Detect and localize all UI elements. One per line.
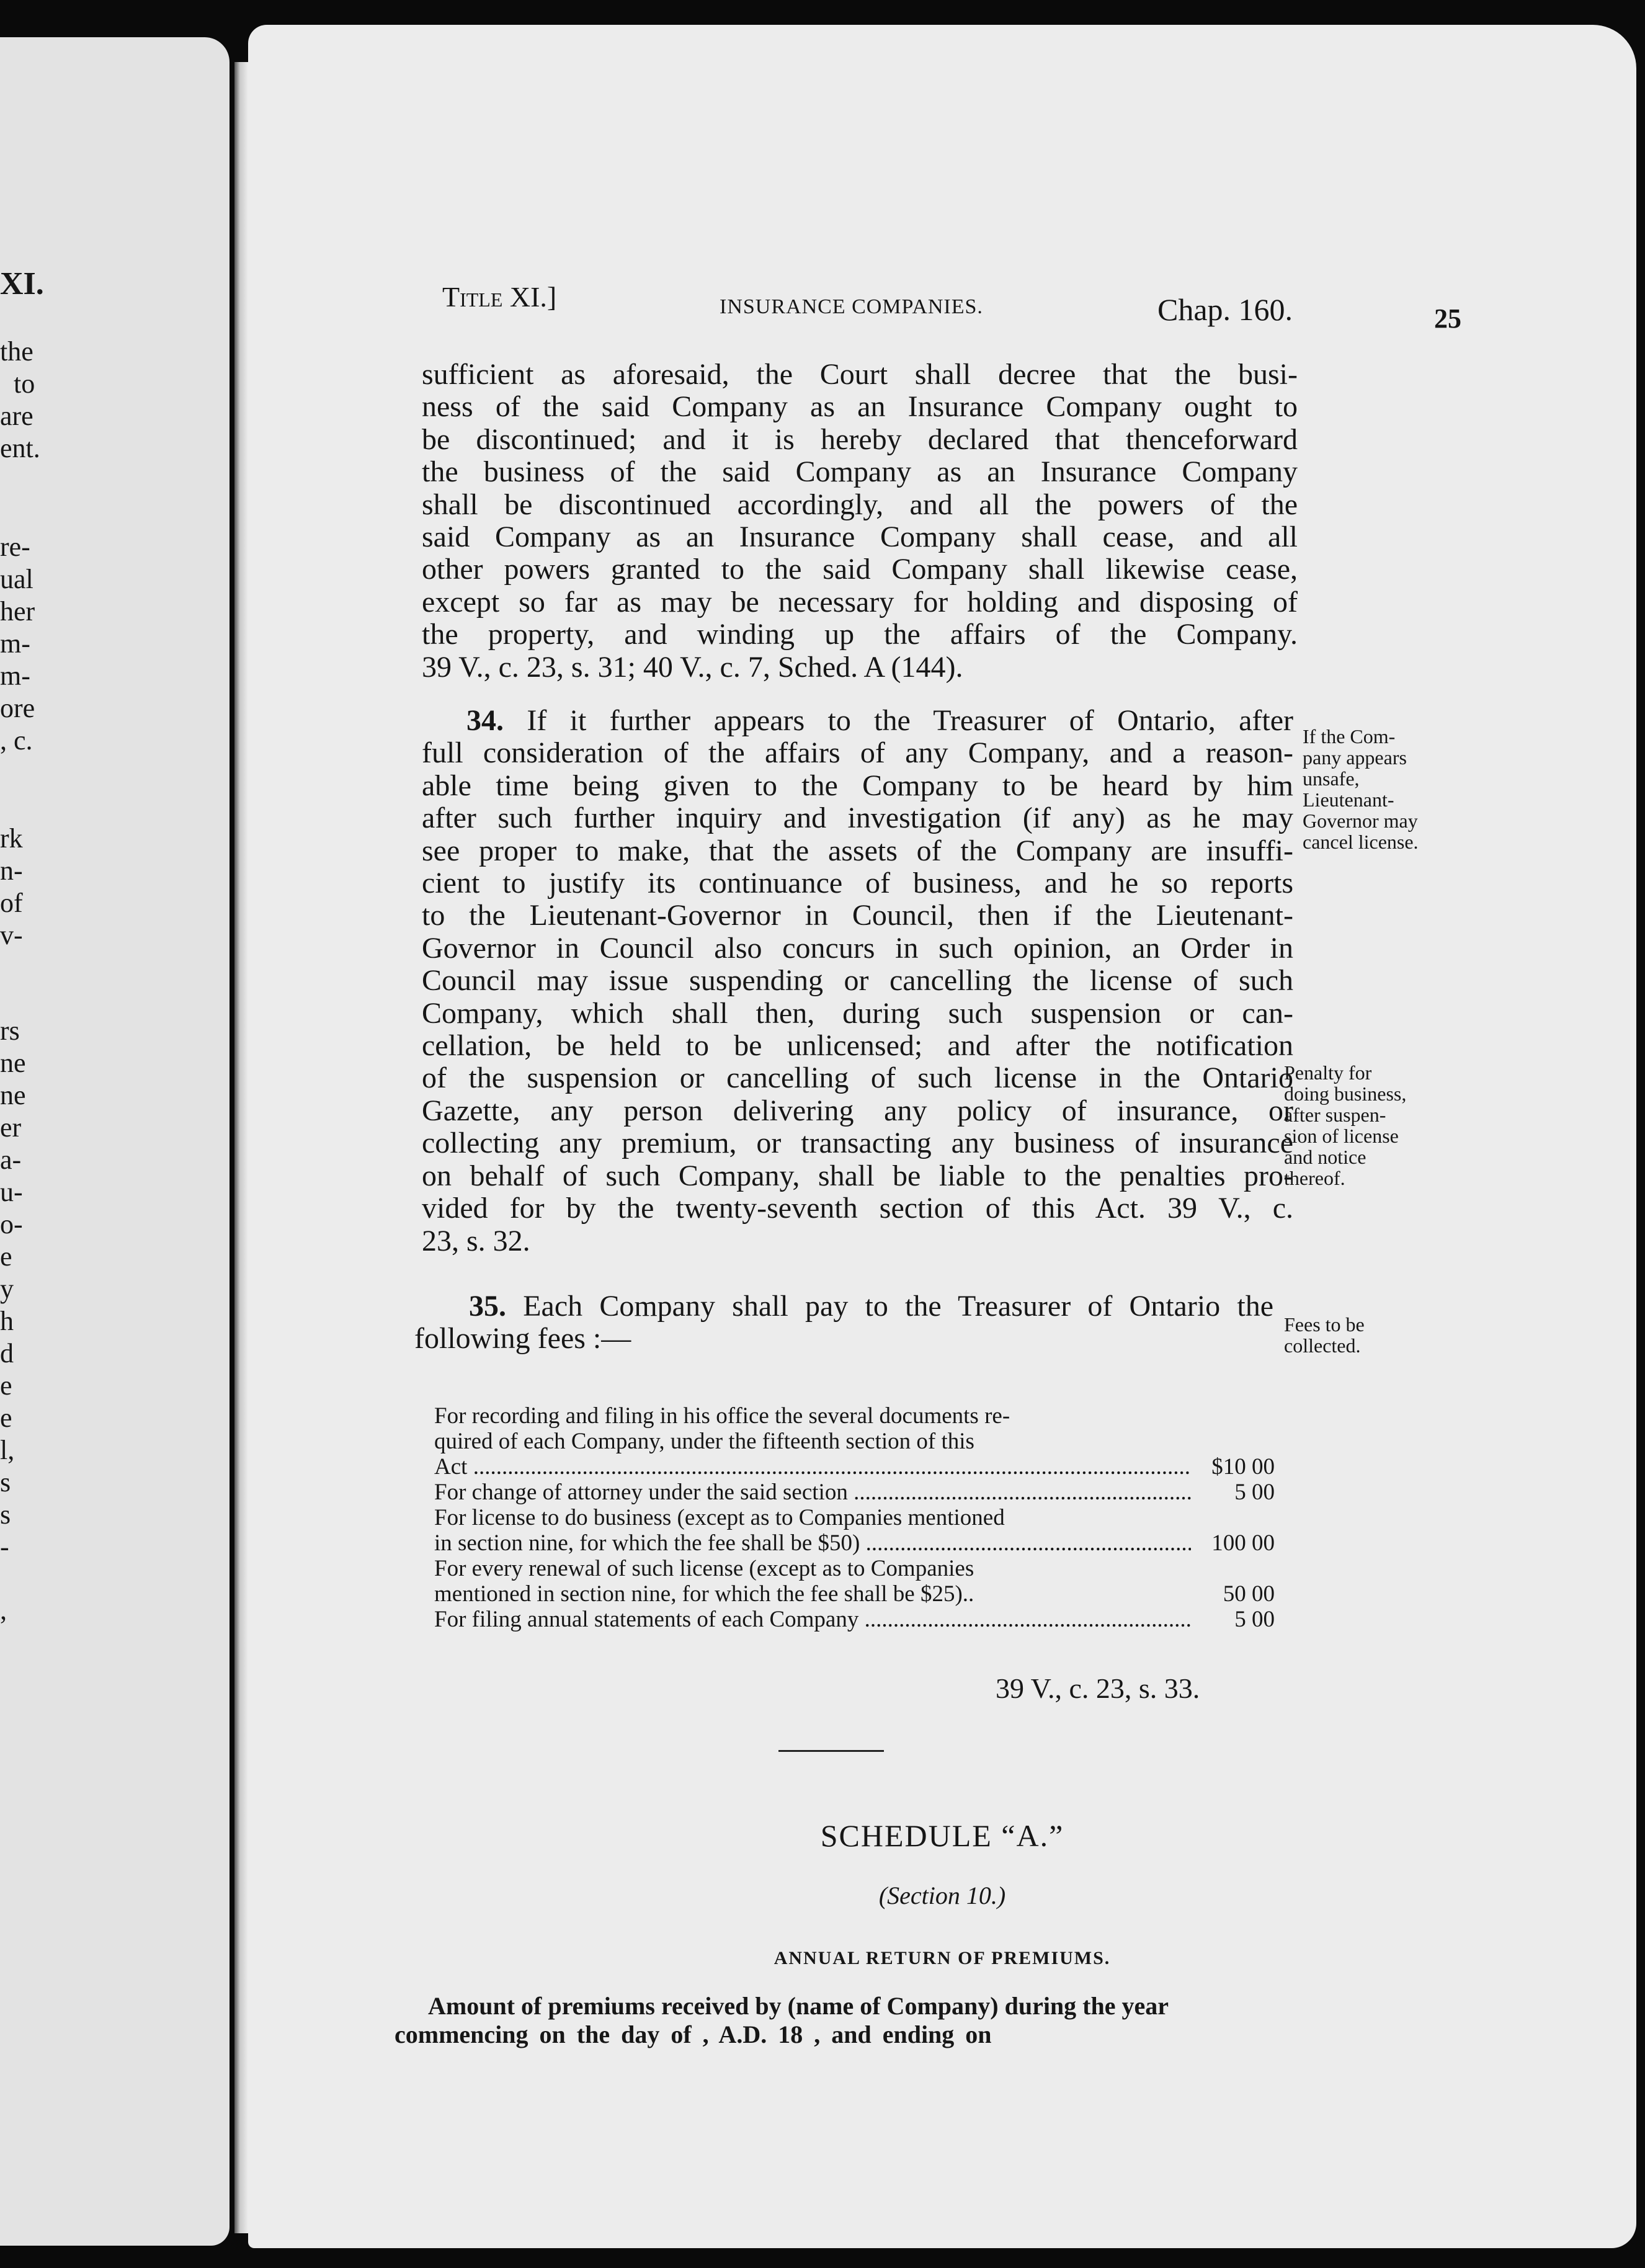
text-line: be discontinued; and it is hereby declared that thenceforward — [422, 422, 1298, 456]
margin-note-line: Fees to be — [1284, 1313, 1365, 1336]
margin-note-line: doing business, — [1284, 1083, 1407, 1105]
left-fragment: m- — [0, 661, 30, 691]
left-fragment: are — [0, 401, 33, 431]
section-35 — [414, 1290, 1273, 1355]
text-line: cellation, be held to be unlicensed; and after the notification — [422, 1029, 1293, 1063]
left-fragment: re- — [0, 532, 30, 562]
text-line: cient to justify its continuance of business, and he so reports — [422, 867, 1293, 900]
text-line: to the Lieutenant-Governor in Council, then if the Lieutenant- — [422, 899, 1293, 932]
text-line: of the suspension or cancelling of such license in the Ontario — [422, 1061, 1293, 1095]
text-line: Gazette, any person delivering any policy of insurance, or — [422, 1094, 1293, 1127]
left-fragment: d — [0, 1338, 14, 1368]
left-fragment: v- — [0, 920, 23, 950]
text-line: Council may issue suspending or cancelling the license of such — [422, 964, 1293, 998]
left-fragment: ne — [0, 1080, 26, 1110]
section-number: 34. — [466, 704, 504, 737]
header-title-left: Title XI.] — [442, 281, 557, 313]
section-first-line — [422, 705, 1293, 737]
fee-description-line: For change of attorney under the said section ..... — [434, 1480, 1191, 1505]
schedule-subtitle: ANNUAL RETURN OF PREMIUMS. — [773, 1948, 1111, 1968]
left-fragment: s — [0, 1499, 11, 1530]
margin-note-line: Penalty for — [1284, 1061, 1372, 1084]
fee-amount: 100 00 — [1211, 1530, 1275, 1556]
left-fragment: the — [0, 336, 33, 367]
schedule-line: Amount of premiums received by (name of Company) during the year — [428, 1992, 1169, 2020]
section-divider — [778, 1750, 884, 1752]
left-fragment: u- — [0, 1177, 23, 1207]
text-line: Company, which shall then, during such suspension or can- — [422, 996, 1293, 1030]
fee-schedule — [434, 1403, 1275, 1632]
text-line: following fees :— — [414, 1322, 631, 1355]
text-line: If it further appears to the Treasurer of Ontario, after — [527, 704, 1294, 737]
left-fragment: - — [0, 1532, 9, 1562]
section-first-line — [414, 1290, 1273, 1323]
fee-row — [434, 1480, 1275, 1505]
text-line: on behalf of such Company, shall be liable to the penalties pro- — [422, 1159, 1293, 1192]
fee-description-line: For license to do business (except as to Companies mentioned — [434, 1505, 1005, 1530]
left-fragment: m- — [0, 628, 30, 659]
text-line: the business of the said Company as an Insurance Company — [422, 455, 1298, 489]
left-fragment: n- — [0, 855, 23, 886]
header-title-center: INSURANCE COMPANIES. — [720, 295, 983, 318]
citation-line: 23, s. 32. — [422, 1224, 530, 1257]
left-fragment: rk — [0, 823, 23, 854]
left-fragment: e — [0, 1241, 12, 1272]
fee-item — [434, 1556, 1275, 1607]
left-fragment: y — [0, 1274, 14, 1304]
fee-row — [434, 1581, 1275, 1607]
left-fragment: XI. — [0, 266, 44, 301]
left-fragment: e — [0, 1370, 12, 1401]
schedule-title: SCHEDULE “A.” — [820, 1818, 1064, 1853]
left-fragment: her — [0, 596, 35, 627]
fee-description-line: For recording and filing in his office the several documents re- — [434, 1403, 1010, 1429]
text-line: vided for by the twenty-seventh section of this Act. 39 V., c. — [422, 1192, 1293, 1225]
left-fragment: l, — [0, 1435, 15, 1465]
left-fragment: rs — [0, 1016, 20, 1046]
margin-note-line: cancel license. — [1303, 831, 1419, 853]
margin-note-line: after suspen- — [1284, 1104, 1386, 1126]
header-chapter: Chap. 160. — [1157, 292, 1293, 327]
fee-item — [434, 1403, 1275, 1480]
text-line: other powers granted to the said Company shall likewise cease, — [422, 553, 1298, 586]
margin-note-cancel-license — [1303, 726, 1419, 852]
fee-description-line: Act ..... — [434, 1454, 1191, 1480]
fee-amount: 5 00 — [1234, 1480, 1275, 1505]
text-line: collecting any premium, or transacting any business of insurance — [422, 1127, 1293, 1160]
text-line: ness of the said Company as an Insurance Company ought to — [422, 390, 1298, 424]
section-number: 35. — [469, 1290, 506, 1323]
text-line: Each Company shall pay to the Treasurer of Ontario the — [523, 1290, 1274, 1323]
fee-citation: 39 V., c. 23, s. 33. — [996, 1672, 1200, 1704]
fee-description-line: For filing annual statements of each Company ..... — [434, 1607, 1191, 1632]
book-spine — [234, 62, 248, 2233]
fee-item — [434, 1505, 1275, 1556]
margin-note-line: sion of license — [1284, 1125, 1399, 1147]
fee-row — [434, 1454, 1275, 1480]
left-fragment: e — [0, 1403, 12, 1433]
fee-amount: $10 00 — [1211, 1454, 1275, 1480]
margin-note-line: Governor may — [1303, 810, 1418, 832]
fee-amount: 5 00 — [1234, 1607, 1275, 1632]
text-line: the property, and winding up the affairs of the Company. — [422, 618, 1298, 651]
text-line: after such further inquiry and investigation (if any) as he may — [422, 801, 1293, 835]
schedule-section-ref: (Section 10.) — [878, 1882, 1006, 1909]
citation-line: 39 V., c. 23, s. 31; 40 V., c. 7, Sched. A (144). — [422, 650, 963, 684]
text-line: said Company as an Insurance Company shall cease, and all — [422, 520, 1298, 554]
margin-note-line: and notice — [1284, 1146, 1366, 1168]
margin-note-fees — [1284, 1314, 1365, 1356]
left-fragment: , — [0, 1595, 7, 1625]
margin-note-line: collected. — [1284, 1334, 1361, 1357]
left-fragment: ual — [0, 564, 33, 594]
fee-description-line: in section nine, for which the fee shall be $50) ..... — [434, 1530, 1191, 1556]
fee-description-line: quired of each Company, under the fifteenth section of this — [434, 1429, 974, 1454]
left-fragment: ne — [0, 1048, 26, 1078]
fee-row — [434, 1530, 1275, 1556]
margin-note-penalty — [1284, 1062, 1406, 1189]
left-fragment: a- — [0, 1145, 22, 1175]
page-number: 25 — [1434, 303, 1461, 334]
fee-row — [434, 1607, 1275, 1632]
fee-description-line: mentioned in section nine, for which the fee shall be $25).. — [434, 1581, 974, 1607]
text-line: sufficient as aforesaid, the Court shall decree that the busi- — [422, 358, 1298, 391]
left-fragment: ore — [0, 693, 35, 723]
fee-description-line: For every renewal of such license (except as to Companies — [434, 1556, 974, 1581]
schedule-line: commencing on the day of , A.D. 18 , and ending on — [395, 2020, 992, 2048]
text-line: except so far as may be necessary for holding and disposing of — [422, 585, 1298, 618]
text-line: Governor in Council also concurs in such opinion, an Order in — [422, 931, 1293, 965]
margin-note-line: thereof. — [1284, 1167, 1345, 1189]
left-fragment: ent. — [0, 433, 40, 463]
margin-note-line: pany appears — [1303, 746, 1407, 769]
left-fragment: to — [14, 368, 35, 399]
paragraph-continuation — [422, 359, 1298, 684]
left-fragment: er — [0, 1112, 22, 1143]
left-fragment: h — [0, 1306, 14, 1336]
left-fragment: s — [0, 1467, 11, 1498]
margin-note-line: If the Com- — [1303, 725, 1396, 748]
text-line: shall be discontinued accordingly, and all the powers of the — [422, 488, 1298, 521]
section-34 — [422, 705, 1293, 1257]
text-line: full consideration of the affairs of any Company, and a reason- — [422, 736, 1293, 770]
margin-note-line: Lieutenant- — [1303, 788, 1394, 811]
left-fragment: of — [0, 888, 23, 918]
text-line: able time being given to the Company to be heard by him — [422, 769, 1293, 802]
margin-note-line: unsafe, — [1303, 767, 1360, 790]
left-fragment: , c. — [0, 725, 33, 756]
text-line: see proper to make, that the assets of the Company are insuffi- — [422, 834, 1293, 867]
fee-amount: 50 00 — [1223, 1581, 1275, 1607]
left-fragment: o- — [0, 1209, 23, 1239]
